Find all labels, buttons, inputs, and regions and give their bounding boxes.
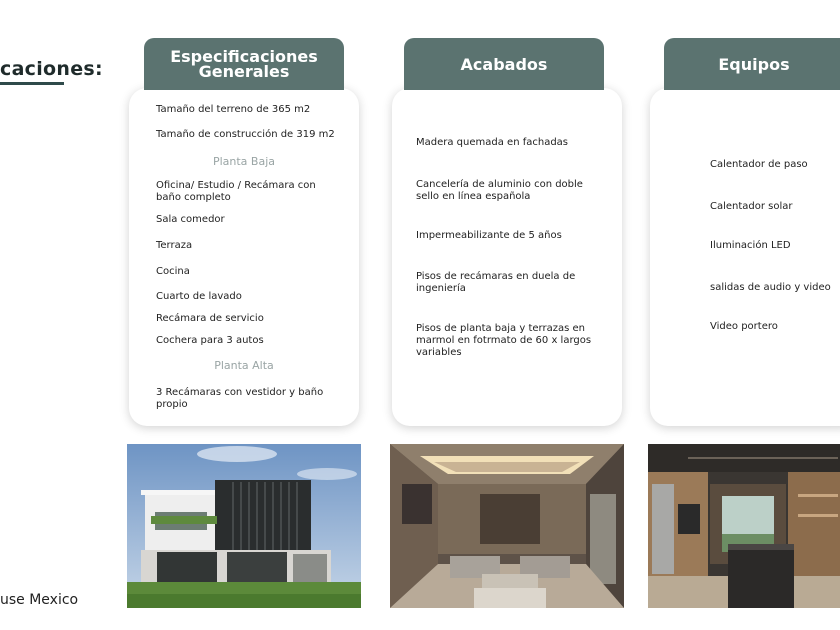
kitchen-photo bbox=[648, 444, 840, 608]
tab-especificaciones-generales bbox=[144, 38, 344, 90]
tab-acabados bbox=[404, 38, 604, 90]
acabado-item: Impermeabilizante de 5 años bbox=[416, 230, 562, 241]
subhead-planta-baja: Planta Baja bbox=[212, 155, 276, 168]
spec-item: Sala comedor bbox=[156, 214, 225, 225]
spec-item: Recámara de servicio bbox=[156, 313, 264, 324]
footer-text: use Mexico bbox=[0, 592, 79, 608]
card-equipos bbox=[650, 88, 840, 426]
tab-equipos bbox=[664, 38, 840, 90]
acabado-item: Pisos de recámaras en duela de ingeniería bbox=[416, 271, 576, 294]
equipo-item: Iluminación LED bbox=[710, 240, 791, 251]
tab-label: Equipos bbox=[718, 54, 790, 74]
spec-item: 3 Recámaras con vestidor y baño propio bbox=[156, 387, 324, 410]
equipo-item: Calentador solar bbox=[710, 201, 793, 212]
tab-label: Especificaciones Generales bbox=[170, 47, 318, 81]
acabado-item: Pisos de planta baja y terrazas en marmol en fotrmato de 60 x largos variables bbox=[416, 323, 592, 358]
spec-item: Cocina bbox=[156, 266, 190, 277]
acabado-item: Madera quemada en fachadas bbox=[416, 137, 569, 148]
title-underline bbox=[0, 82, 64, 85]
house-exterior-photo bbox=[127, 444, 361, 608]
tab-label: Acabados bbox=[460, 54, 548, 74]
equipo-item: Video portero bbox=[710, 321, 778, 332]
spec-item: Terraza bbox=[156, 240, 193, 251]
living-room-photo bbox=[390, 444, 624, 608]
spec-item: Cochera para 3 autos bbox=[156, 335, 264, 346]
spec-item: Oficina/ Estudio / Recámara con baño completo bbox=[156, 180, 316, 203]
equipo-item: salidas de audio y video bbox=[710, 282, 831, 293]
spec-item: Tamaño de construcción de 319 m2 bbox=[156, 129, 335, 140]
section-title: caciones: bbox=[0, 58, 103, 80]
acabado-item: Cancelería de aluminio con doble sello en línea española bbox=[416, 179, 583, 202]
subhead-planta-alta: Planta Alta bbox=[214, 359, 274, 372]
spec-item: Cuarto de lavado bbox=[156, 291, 242, 302]
spec-item: Tamaño del terreno de 365 m2 bbox=[156, 104, 311, 115]
equipo-item: Calentador de paso bbox=[710, 159, 808, 170]
